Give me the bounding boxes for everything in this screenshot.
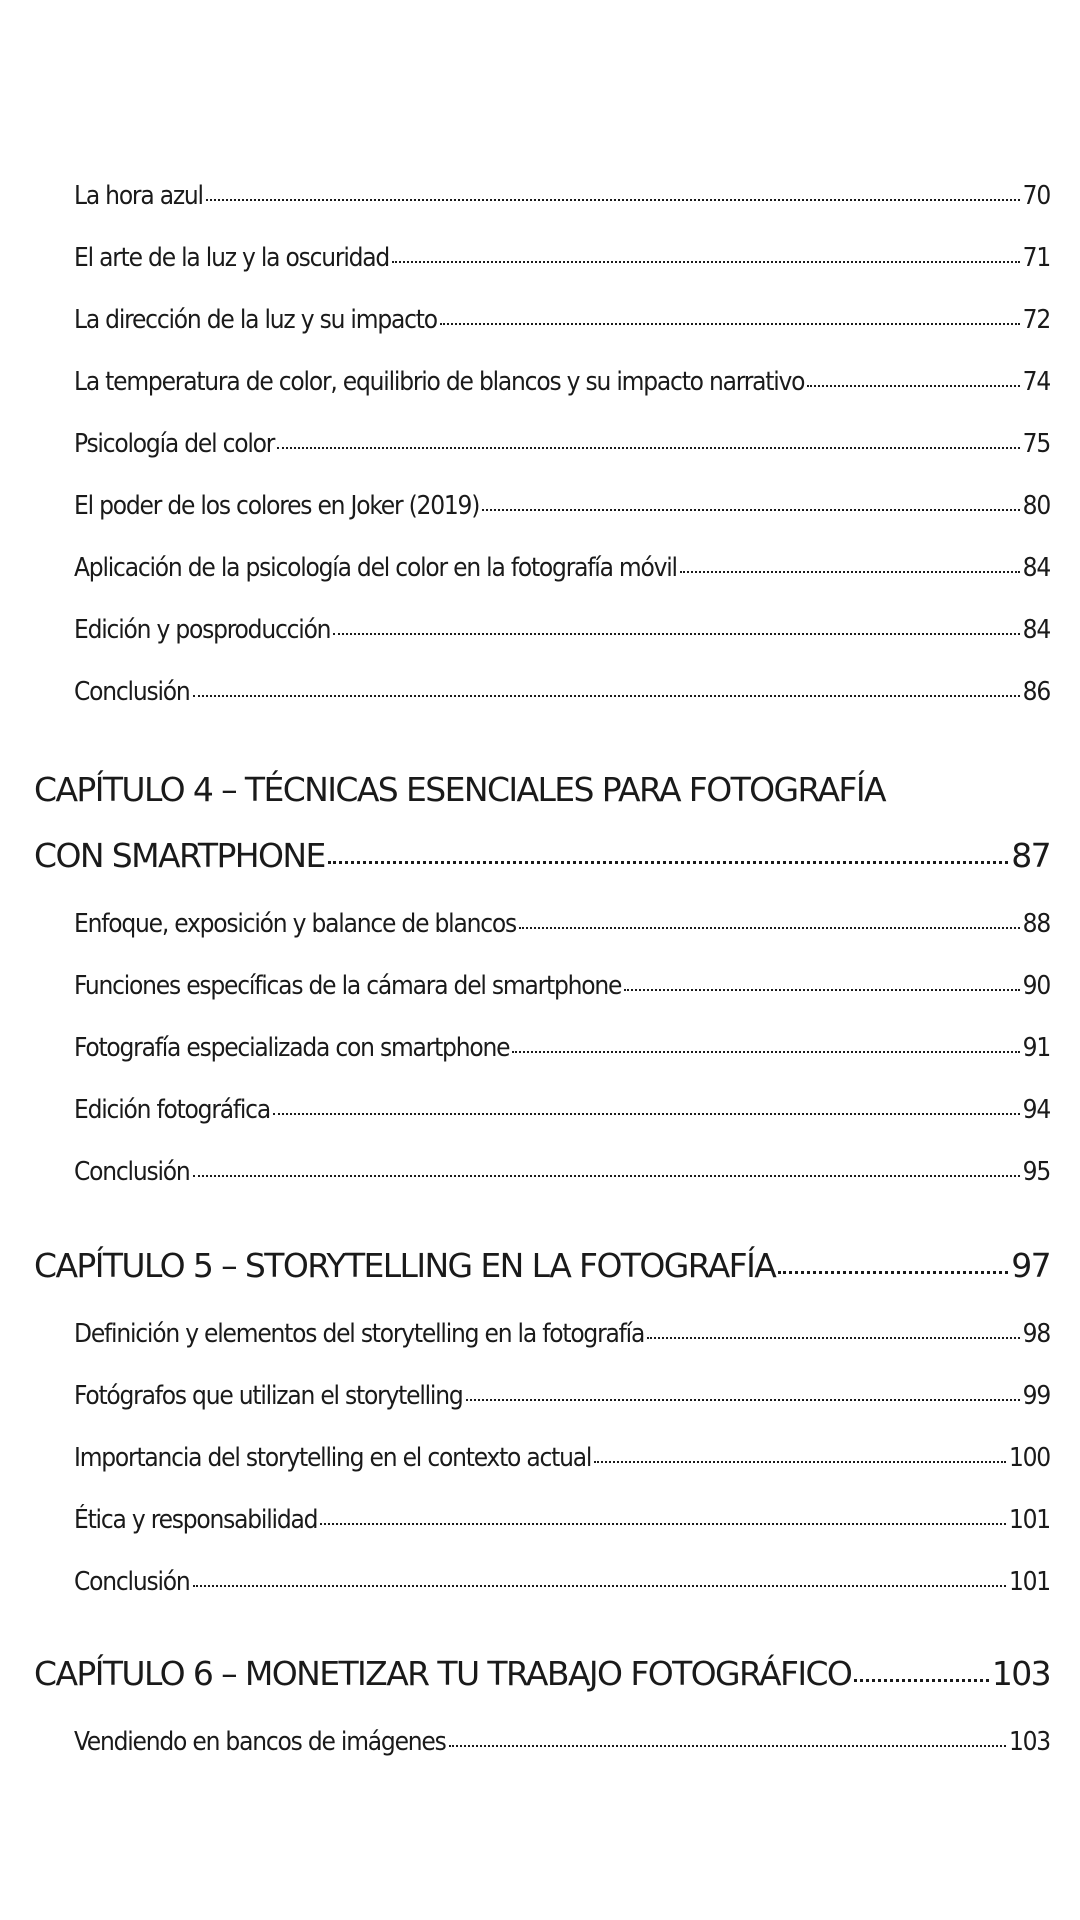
- toc-entry-title: Edición fotográfica: [74, 1095, 270, 1125]
- toc-entry[interactable]: [74, 968, 1050, 1001]
- chapter-5-heading[interactable]: [34, 1244, 1050, 1285]
- chapter-6-heading[interactable]: [34, 1652, 1050, 1693]
- toc-entry-page: 70: [1022, 181, 1050, 211]
- dot-leader: [440, 302, 1020, 328]
- dot-leader: [277, 426, 1019, 452]
- toc-entry[interactable]: [74, 612, 1050, 645]
- toc-entry-title: Fotógrafos que utilizan el storytelling: [74, 1381, 463, 1411]
- toc-entry-page: 84: [1022, 553, 1050, 583]
- toc-entry-title: Definición y elementos del storytelling en la fotografía: [74, 1319, 645, 1349]
- dot-leader: [807, 364, 1019, 390]
- toc-entry-page: 100: [1008, 1443, 1050, 1473]
- dot-leader: [449, 1724, 1006, 1750]
- toc-entry-page: 101: [1008, 1505, 1050, 1535]
- toc-entry-page: 88: [1022, 909, 1050, 939]
- toc-entry[interactable]: [74, 1502, 1050, 1535]
- toc-entry-title: Conclusión: [74, 1567, 190, 1597]
- toc-entry[interactable]: [74, 240, 1050, 273]
- dot-leader: [273, 1092, 1020, 1118]
- toc-entry-page: 101: [1008, 1567, 1050, 1597]
- toc-entry-title: Fotografía especializada con smartphone: [74, 1033, 510, 1063]
- toc-entry-title: La dirección de la luz y su impacto: [74, 305, 437, 335]
- dot-leader: [647, 1316, 1020, 1342]
- toc-entry-title: El arte de la luz y la oscuridad: [74, 243, 390, 273]
- chapter-6-page: 103: [991, 1654, 1050, 1693]
- toc-entry-title: La temperatura de color, equilibrio de blancos y su impacto narrativo: [74, 367, 805, 397]
- toc-entry-page: 94: [1022, 1095, 1050, 1125]
- toc-entry-title: Enfoque, exposición y balance de blancos: [74, 909, 516, 939]
- toc-entry-page: 86: [1022, 677, 1050, 707]
- toc-entry[interactable]: [74, 178, 1050, 211]
- chapter-5-page: 97: [1011, 1246, 1050, 1285]
- dot-leader: [594, 1440, 1006, 1466]
- toc-entry-page: 74: [1022, 367, 1050, 397]
- toc-entry-page: 99: [1022, 1381, 1050, 1411]
- toc-entry-title: Psicología del color: [74, 429, 275, 459]
- dot-leader: [206, 178, 1020, 204]
- chapter-4-heading-line-1[interactable]: CAPÍTULO 4 – TÉCNICAS ESENCIALES PARA FOTOGRAFÍA: [34, 770, 885, 809]
- dot-leader: [333, 612, 1019, 638]
- dot-leader: [482, 488, 1019, 514]
- toc-entry-page: 98: [1022, 1319, 1050, 1349]
- toc-entry-page: 90: [1022, 971, 1050, 1001]
- toc-entry-page: 80: [1022, 491, 1050, 521]
- toc-entry-page: 84: [1022, 615, 1050, 645]
- toc-entry-title: Importancia del storytelling en el contexto actual: [74, 1443, 592, 1473]
- toc-entry-title: Ética y responsabilidad: [74, 1505, 318, 1535]
- chapter-4-page: 87: [1011, 836, 1050, 875]
- toc-entry[interactable]: [74, 550, 1050, 583]
- dot-leader: [392, 240, 1020, 266]
- dot-leader: [193, 674, 1020, 700]
- dot-leader: [193, 1154, 1020, 1180]
- chapter-4-heading[interactable]: [34, 834, 1050, 875]
- toc-entry-page: 91: [1022, 1033, 1050, 1063]
- toc-entry[interactable]: [74, 906, 1050, 939]
- toc-entry-title: La hora azul: [74, 181, 203, 211]
- toc-entry-title: Edición y posproducción: [74, 615, 331, 645]
- dot-leader: [778, 1244, 1008, 1277]
- dot-leader: [624, 968, 1019, 994]
- toc-entry-page: 71: [1022, 243, 1050, 273]
- chapter-5-title: CAPÍTULO 5 – STORYTELLING EN LA FOTOGRAFÍA: [34, 1246, 776, 1285]
- toc-entry[interactable]: [74, 488, 1050, 521]
- toc-entry-page: 72: [1022, 305, 1050, 335]
- toc-entry[interactable]: [74, 674, 1050, 707]
- dot-leader: [320, 1502, 1006, 1528]
- dot-leader: [512, 1030, 1019, 1056]
- toc-entry[interactable]: [74, 1724, 1050, 1757]
- chapter-4-heading-line-2: CON SMARTPHONE: [34, 836, 325, 875]
- toc-entry-title: Conclusión: [74, 1157, 190, 1187]
- dot-leader: [680, 550, 1020, 576]
- toc-entry[interactable]: [74, 426, 1050, 459]
- toc-entry[interactable]: [74, 1440, 1050, 1473]
- toc-entry[interactable]: [74, 1030, 1050, 1063]
- dot-leader: [854, 1652, 989, 1685]
- toc-entry-title: El poder de los colores en Joker (2019): [74, 491, 480, 521]
- dot-leader: [193, 1564, 1006, 1590]
- toc-entry-title: Vendiendo en bancos de imágenes: [74, 1727, 446, 1757]
- chapter-6-title: CAPÍTULO 6 – MONETIZAR TU TRABAJO FOTOGRÁFICO: [34, 1654, 852, 1693]
- toc-entry-page: 103: [1008, 1727, 1050, 1757]
- toc-entry-title: Funciones específicas de la cámara del smartphone: [74, 971, 622, 1001]
- dot-leader: [519, 906, 1020, 932]
- toc-entry-page: 95: [1022, 1157, 1050, 1187]
- toc-entry[interactable]: [74, 302, 1050, 335]
- dot-leader: [466, 1378, 1020, 1404]
- toc-entry[interactable]: [74, 1316, 1050, 1349]
- toc-entry[interactable]: [74, 1092, 1050, 1125]
- toc-entry-title: Conclusión: [74, 677, 190, 707]
- toc-entry[interactable]: [74, 1154, 1050, 1187]
- toc-entry[interactable]: [74, 1564, 1050, 1597]
- toc-entry-page: 75: [1022, 429, 1050, 459]
- toc-entry[interactable]: [74, 364, 1050, 397]
- toc-entry[interactable]: [74, 1378, 1050, 1411]
- dot-leader: [328, 834, 1009, 867]
- toc-entry-title: Aplicación de la psicología del color en la fotografía móvil: [74, 553, 677, 583]
